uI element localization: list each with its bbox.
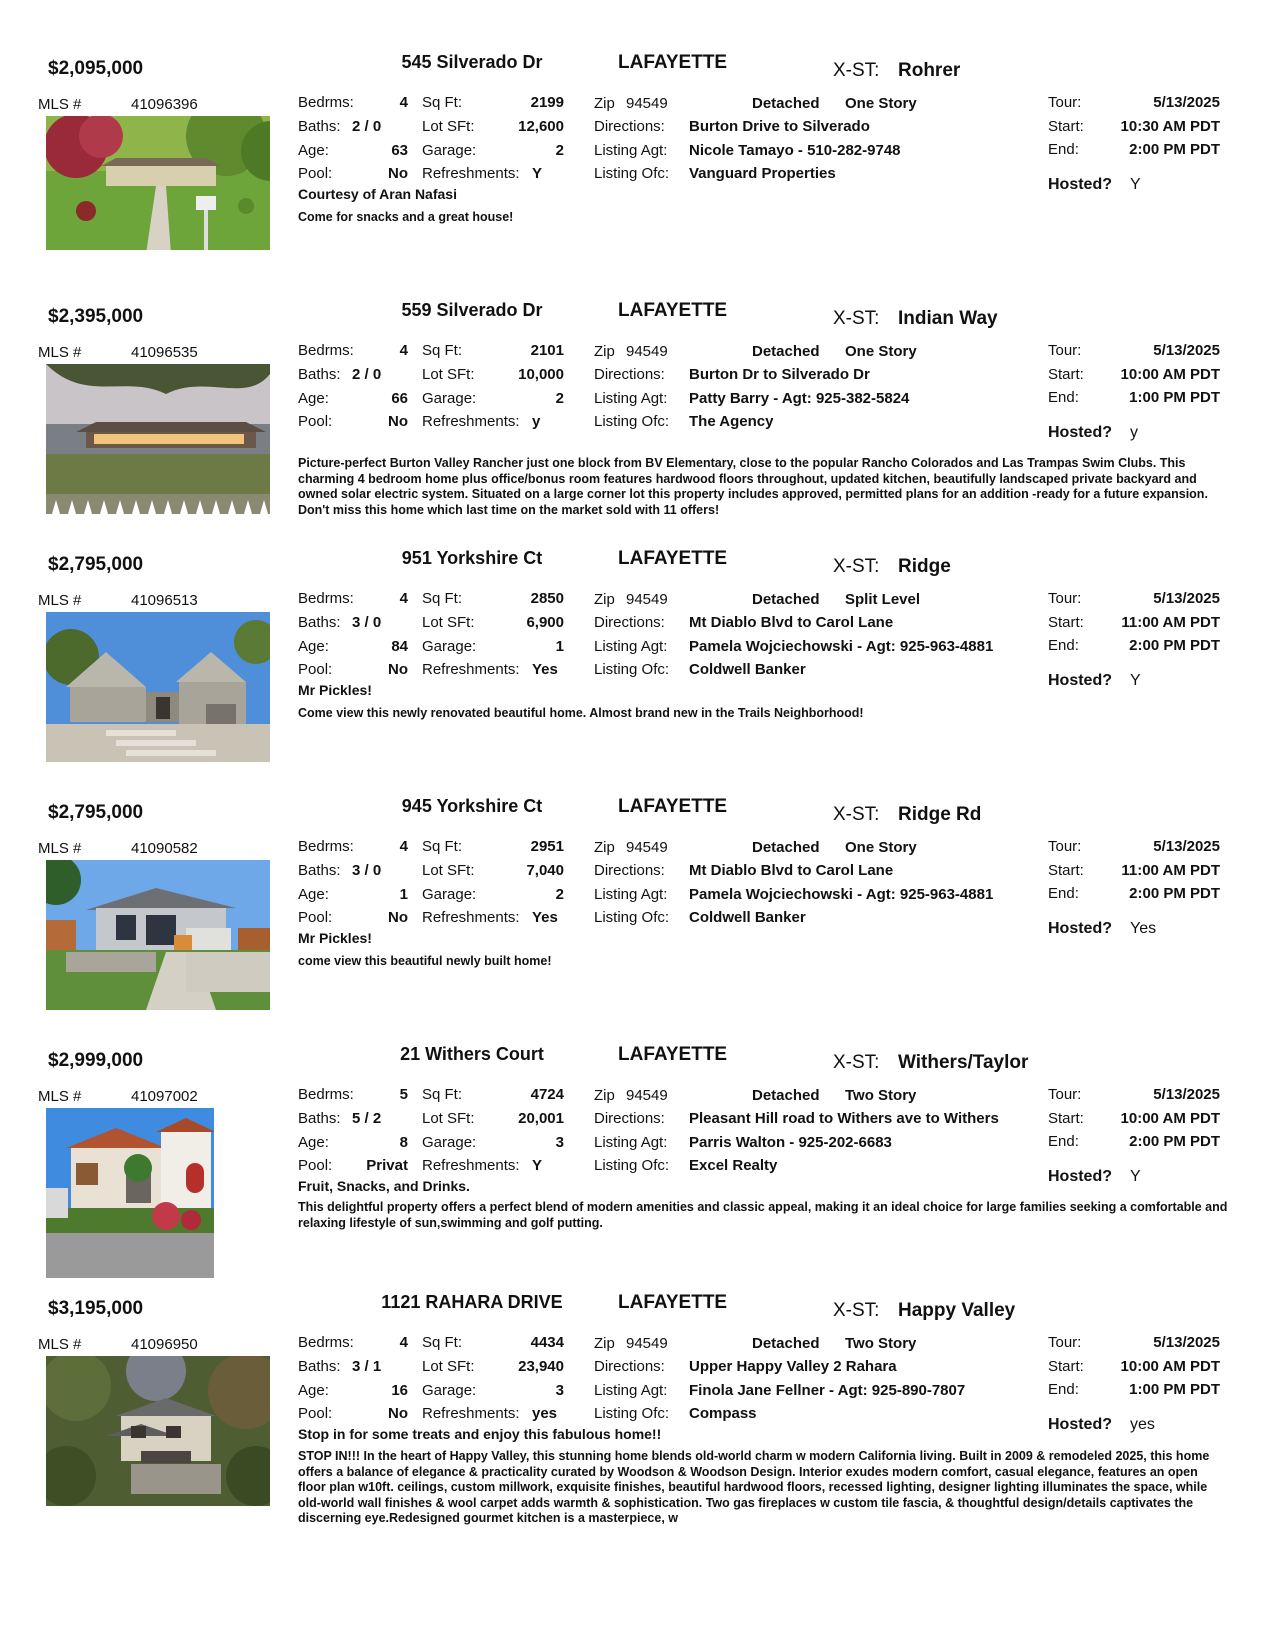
- sqft: 2101: [530, 342, 564, 359]
- baths-label: Baths:: [298, 862, 341, 879]
- office-label: Listing Ofc:: [594, 661, 670, 678]
- listing-city: LAFAYETTE: [618, 548, 728, 569]
- pool-label: Pool:: [298, 1157, 333, 1174]
- age: 84: [391, 638, 408, 655]
- refreshments-label: Refreshments:: [422, 413, 520, 430]
- hosted: yes: [1130, 1416, 1155, 1433]
- listing-photo: [46, 1108, 214, 1278]
- lot-label: Lot SFt:: [422, 118, 475, 135]
- hosted: y: [1130, 424, 1138, 441]
- directions: Burton Drive to Silverado: [689, 118, 870, 135]
- sqft: 2850: [530, 590, 564, 607]
- tour-date: 5/13/2025: [1153, 590, 1220, 607]
- remark-short: Mr Pickles!: [298, 682, 372, 698]
- bedrooms-label: Bedrms:: [298, 94, 354, 111]
- bedrooms: 4: [399, 94, 408, 111]
- age-label: Age:: [298, 886, 329, 903]
- refreshments: Yes: [532, 661, 558, 678]
- zip: 94549: [626, 343, 668, 360]
- age: 16: [391, 1382, 408, 1399]
- cross-street: Ridge: [898, 556, 951, 577]
- baths-label: Baths:: [298, 118, 341, 135]
- hosted-label: Hosted?: [1048, 672, 1112, 689]
- refreshments-label: Refreshments:: [422, 909, 520, 926]
- cross-street-label: X-ST:: [833, 556, 880, 577]
- refreshments: Y: [532, 165, 543, 182]
- remarks: come view this beautiful newly built home!: [298, 954, 552, 968]
- end-label: End:: [1048, 637, 1079, 654]
- listing-address: 21 Withers Court: [400, 1044, 544, 1064]
- lot-label: Lot SFt:: [422, 1358, 475, 1375]
- pool-label: Pool:: [298, 909, 333, 926]
- hosted-label: Hosted?: [1048, 424, 1112, 441]
- baths: 2 / 0: [352, 366, 382, 383]
- remark-short: Courtesy of Aran Nafasi: [298, 186, 457, 202]
- cross-street: Indian Way: [898, 308, 998, 329]
- age-label: Age:: [298, 638, 329, 655]
- start-label: Start:: [1048, 366, 1084, 383]
- property-type: Detached: [752, 95, 820, 112]
- directions: Mt Diablo Blvd to Carol Lane: [689, 614, 894, 631]
- hosted: Y: [1130, 1168, 1141, 1185]
- listing-city: LAFAYETTE: [618, 1292, 728, 1313]
- garage-label: Garage:: [422, 390, 477, 407]
- garage-label: Garage:: [422, 1382, 477, 1399]
- age: 8: [399, 1134, 408, 1151]
- tour-label: Tour:: [1048, 590, 1082, 607]
- garage: 2: [555, 390, 564, 407]
- hosted-label: Hosted?: [1048, 1416, 1112, 1433]
- listing-address: 545 Silverado Dr: [401, 52, 543, 72]
- bedrooms-label: Bedrms:: [298, 1334, 354, 1351]
- baths: 3 / 0: [352, 862, 382, 879]
- sqft: 2951: [530, 838, 564, 855]
- cross-street-label: X-ST:: [833, 60, 880, 81]
- hosted: Y: [1130, 176, 1141, 193]
- refreshments-label: Refreshments:: [422, 1405, 520, 1422]
- listing-office: Compass: [689, 1405, 757, 1422]
- listing-office: Coldwell Banker: [689, 909, 806, 926]
- start-time: 10:30 AM PDT: [1120, 118, 1220, 135]
- zip: 94549: [626, 1335, 668, 1352]
- listing-photo: [46, 860, 270, 1010]
- tour-date: 5/13/2025: [1153, 94, 1220, 111]
- end-time: 1:00 PM PDT: [1129, 1381, 1220, 1398]
- age: 63: [391, 142, 408, 159]
- lot-size: 6,900: [526, 614, 564, 631]
- sqft-label: Sq Ft:: [422, 838, 463, 855]
- cross-street-label: X-ST:: [833, 804, 880, 825]
- zip-label: Zip: [594, 343, 615, 360]
- listing-card: [0, 44, 1275, 292]
- end-label: End:: [1048, 885, 1079, 902]
- listing-city: LAFAYETTE: [618, 300, 728, 321]
- mls-label: MLS #: [38, 1088, 82, 1105]
- baths: 5 / 2: [352, 1110, 382, 1127]
- garage-label: Garage:: [422, 886, 477, 903]
- tour-label: Tour:: [1048, 838, 1082, 855]
- directions: Upper Happy Valley 2 Rahara: [689, 1358, 897, 1375]
- directions-label: Directions:: [594, 118, 665, 135]
- hosted: Y: [1130, 672, 1141, 689]
- baths-label: Baths:: [298, 1358, 341, 1375]
- listing-city: LAFAYETTE: [618, 52, 728, 73]
- pool: No: [388, 165, 408, 182]
- start-label: Start:: [1048, 614, 1084, 631]
- pool-label: Pool:: [298, 165, 333, 182]
- sqft-label: Sq Ft:: [422, 342, 463, 359]
- garage: 3: [555, 1134, 564, 1151]
- refreshments: yes: [532, 1405, 558, 1422]
- refreshments: Y: [532, 1157, 543, 1174]
- property-style: Two Story: [845, 1335, 917, 1352]
- mls-number: 41096535: [131, 344, 198, 361]
- property-style: One Story: [845, 839, 917, 856]
- cross-street: Ridge Rd: [898, 804, 982, 825]
- pool: No: [388, 909, 408, 926]
- lot-size: 10,000: [518, 366, 564, 383]
- end-label: End:: [1048, 141, 1079, 158]
- listing-price: $2,095,000: [48, 58, 144, 79]
- lot-label: Lot SFt:: [422, 1110, 475, 1127]
- bedrooms: 4: [399, 342, 408, 359]
- garage-label: Garage:: [422, 1134, 477, 1151]
- baths: 3 / 1: [352, 1358, 382, 1375]
- baths: 2 / 0: [352, 118, 382, 135]
- age-label: Age:: [298, 142, 329, 159]
- start-label: Start:: [1048, 118, 1084, 135]
- directions: Burton Dr to Silverado Dr: [689, 366, 870, 383]
- age: 66: [391, 390, 408, 407]
- remarks: Picture-perfect Burton Valley Rancher just one block from BV Elementary, close to the popular Rancho Colorados and Las Trampas Swim Clubs. This charming 4 bedroom home plus office/bonus room features hardwood floors throughout, updated kitchen, beautifully landscaped private backyard and owned solar electric system. Situated on a large corner lot this property includes approved, permitted plans for an addition -ready for a future expansion. Don't miss this home which last time on the market sold with 11 offers!: [298, 456, 1208, 517]
- listing-photo: [46, 364, 270, 514]
- mls-label: MLS #: [38, 344, 82, 361]
- listing-card: [0, 1036, 1275, 1284]
- listing-photo: [46, 612, 270, 762]
- zip-label: Zip: [594, 1335, 615, 1352]
- cross-street: Happy Valley: [898, 1300, 1016, 1321]
- agent-label: Listing Agt:: [594, 1134, 668, 1151]
- remarks: This delightful property offers a perfect blend of modern amenities and classic appeal, making it an ideal choice for large families seeking a comfortable and relaxing lifestyle of sun,swimming and golf putting.: [298, 1200, 1228, 1230]
- property-type: Detached: [752, 343, 820, 360]
- cross-street-label: X-ST:: [833, 1300, 880, 1321]
- sqft: 2199: [530, 94, 564, 111]
- listing-photo: [46, 1356, 270, 1506]
- age-label: Age:: [298, 1134, 329, 1151]
- listing-price: $2,999,000: [48, 1050, 144, 1071]
- mls-number: 41096513: [131, 592, 198, 609]
- age-label: Age:: [298, 390, 329, 407]
- sqft-label: Sq Ft:: [422, 1334, 463, 1351]
- property-style: Two Story: [845, 1087, 917, 1104]
- zip-label: Zip: [594, 839, 615, 856]
- listing-card: [0, 292, 1275, 540]
- listing-agent: Patty Barry - Agt: 925-382-5824: [689, 390, 910, 407]
- start-label: Start:: [1048, 862, 1084, 879]
- end-time: 2:00 PM PDT: [1129, 1133, 1220, 1150]
- garage-label: Garage:: [422, 142, 477, 159]
- tour-label: Tour:: [1048, 94, 1082, 111]
- tour-label: Tour:: [1048, 1086, 1082, 1103]
- start-label: Start:: [1048, 1110, 1084, 1127]
- property-style: One Story: [845, 343, 917, 360]
- mls-label: MLS #: [38, 592, 82, 609]
- sqft-label: Sq Ft:: [422, 94, 463, 111]
- end-time: 1:00 PM PDT: [1129, 389, 1220, 406]
- end-time: 2:00 PM PDT: [1129, 885, 1220, 902]
- cross-street-label: X-ST:: [833, 308, 880, 329]
- lot-label: Lot SFt:: [422, 862, 475, 879]
- listing-photo: [46, 116, 270, 250]
- zip: 94549: [626, 591, 668, 608]
- baths-label: Baths:: [298, 1110, 341, 1127]
- garage: 1: [555, 638, 564, 655]
- office-label: Listing Ofc:: [594, 165, 670, 182]
- office-label: Listing Ofc:: [594, 909, 670, 926]
- zip-label: Zip: [594, 591, 615, 608]
- mls-label: MLS #: [38, 840, 82, 857]
- tour-label: Tour:: [1048, 342, 1082, 359]
- agent-label: Listing Agt:: [594, 886, 668, 903]
- refreshments: Yes: [532, 909, 558, 926]
- mls-number: 41097002: [131, 1088, 198, 1105]
- office-label: Listing Ofc:: [594, 413, 670, 430]
- tour-date: 5/13/2025: [1153, 838, 1220, 855]
- office-label: Listing Ofc:: [594, 1157, 670, 1174]
- office-label: Listing Ofc:: [594, 1405, 670, 1422]
- garage: 2: [555, 142, 564, 159]
- listing-agent: Pamela Wojciechowski - Agt: 925-963-4881: [689, 886, 994, 903]
- directions-label: Directions:: [594, 862, 665, 879]
- sqft: 4724: [530, 1086, 564, 1103]
- property-type: Detached: [752, 839, 820, 856]
- sqft-label: Sq Ft:: [422, 1086, 463, 1103]
- lot-size: 7,040: [526, 862, 564, 879]
- pool-label: Pool:: [298, 661, 333, 678]
- listing-agent: Finola Jane Fellner - Agt: 925-890-7807: [689, 1382, 966, 1399]
- property-type: Detached: [752, 591, 820, 608]
- remarks: STOP IN!!! In the heart of Happy Valley, this stunning home blends old-world charm w modern California living. Built in 2009 & remodeled 2025, this home offers a balance of elegance & practicality curated by Woodson & Woodson Design. Interior exudes modern comfort, casual elegance, features an open floor plan w10ft. ceilings, custom millwork, exquisite finishes, beautiful hardwood floors, recessed lighting, designer lighting illuminates the space, while old-world wall finishes & wool carpet adds warmth & sophistication. Two gas fireplaces w custom tile fascia, & thoughtful design/details captivates the discerning eye.Redesigned gourmet kitchen is a masterpiece, w: [298, 1449, 1210, 1525]
- listing-price: $3,195,000: [48, 1298, 144, 1319]
- start-time: 10:00 AM PDT: [1120, 1110, 1220, 1127]
- age-label: Age:: [298, 1382, 329, 1399]
- listing-agent: Parris Walton - 925-202-6683: [689, 1134, 892, 1151]
- tour-date: 5/13/2025: [1153, 342, 1220, 359]
- end-time: 2:00 PM PDT: [1129, 637, 1220, 654]
- listing-address: 945 Yorkshire Ct: [401, 796, 543, 816]
- listing-city: LAFAYETTE: [618, 1044, 728, 1065]
- lot-size: 23,940: [518, 1358, 564, 1375]
- zip: 94549: [626, 95, 668, 112]
- refreshments-label: Refreshments:: [422, 661, 520, 678]
- property-type: Detached: [752, 1087, 820, 1104]
- mls-label: MLS #: [38, 1336, 82, 1353]
- garage-label: Garage:: [422, 638, 477, 655]
- agent-label: Listing Agt:: [594, 390, 668, 407]
- sqft-label: Sq Ft:: [422, 590, 463, 607]
- listing-office: Vanguard Properties: [689, 165, 836, 182]
- agent-label: Listing Agt:: [594, 638, 668, 655]
- listing-agent: Nicole Tamayo - 510-282-9748: [689, 142, 901, 159]
- hosted-label: Hosted?: [1048, 176, 1112, 193]
- bedrooms: 4: [399, 1334, 408, 1351]
- listing-address: 559 Silverado Dr: [401, 300, 543, 320]
- pool: No: [388, 661, 408, 678]
- mls-label: MLS #: [38, 96, 82, 113]
- garage: 3: [555, 1382, 564, 1399]
- bedrooms-label: Bedrms:: [298, 342, 354, 359]
- mls-number: 41096396: [131, 96, 198, 113]
- listing-card: [0, 540, 1275, 788]
- bedrooms-label: Bedrms:: [298, 1086, 354, 1103]
- listing-office: Coldwell Banker: [689, 661, 806, 678]
- listing-price: $2,795,000: [48, 802, 144, 823]
- zip-label: Zip: [594, 95, 615, 112]
- refreshments: y: [532, 413, 541, 430]
- cross-street-label: X-ST:: [833, 1052, 880, 1073]
- garage: 2: [555, 886, 564, 903]
- tour-label: Tour:: [1048, 1334, 1082, 1351]
- pool: Privat: [366, 1157, 408, 1174]
- remarks: Come for snacks and a great house!: [298, 210, 514, 224]
- start-time: 11:00 AM PDT: [1121, 862, 1220, 879]
- pool-label: Pool:: [298, 1405, 333, 1422]
- agent-label: Listing Agt:: [594, 1382, 668, 1399]
- tour-date: 5/13/2025: [1153, 1334, 1220, 1351]
- mls-number: 41090582: [131, 840, 198, 857]
- listing-address: 1121 RAHARA DRIVE: [381, 1292, 563, 1312]
- agent-label: Listing Agt:: [594, 142, 668, 159]
- sqft: 4434: [530, 1334, 564, 1351]
- pool: No: [388, 413, 408, 430]
- property-style: One Story: [845, 95, 917, 112]
- start-time: 10:00 AM PDT: [1120, 366, 1220, 383]
- cross-street: Withers/Taylor: [898, 1052, 1029, 1073]
- listing-agent: Pamela Wojciechowski - Agt: 925-963-4881: [689, 638, 994, 655]
- directions-label: Directions:: [594, 366, 665, 383]
- lot-size: 12,600: [518, 118, 564, 135]
- property-style: Split Level: [845, 591, 921, 608]
- listing-card: [0, 788, 1275, 1036]
- directions-label: Directions:: [594, 1358, 665, 1375]
- zip: 94549: [626, 839, 668, 856]
- start-time: 10:00 AM PDT: [1120, 1358, 1220, 1375]
- mls-number: 41096950: [131, 1336, 198, 1353]
- end-label: End:: [1048, 1381, 1079, 1398]
- age: 1: [399, 886, 408, 903]
- baths: 3 / 0: [352, 614, 382, 631]
- end-label: End:: [1048, 389, 1079, 406]
- listing-address: 951 Yorkshire Ct: [401, 548, 543, 568]
- listing-price: $2,395,000: [48, 306, 144, 327]
- directions-label: Directions:: [594, 614, 665, 631]
- bedrooms: 4: [399, 590, 408, 607]
- cross-street: Rohrer: [898, 60, 961, 81]
- hosted-label: Hosted?: [1048, 920, 1112, 937]
- remark-short: Mr Pickles!: [298, 930, 372, 946]
- directions-label: Directions:: [594, 1110, 665, 1127]
- lot-label: Lot SFt:: [422, 614, 475, 631]
- lot-label: Lot SFt:: [422, 366, 475, 383]
- bedrooms-label: Bedrms:: [298, 838, 354, 855]
- tour-date: 5/13/2025: [1153, 1086, 1220, 1103]
- lot-size: 20,001: [518, 1110, 564, 1127]
- property-type: Detached: [752, 1335, 820, 1352]
- listing-office: The Agency: [689, 413, 774, 430]
- bedrooms-label: Bedrms:: [298, 590, 354, 607]
- baths-label: Baths:: [298, 366, 341, 383]
- listing-price: $2,795,000: [48, 554, 144, 575]
- hosted-label: Hosted?: [1048, 1168, 1112, 1185]
- start-time: 11:00 AM PDT: [1121, 614, 1220, 631]
- remark-short: Stop in for some treats and enjoy this fabulous home!!: [298, 1426, 662, 1442]
- pool: No: [388, 1405, 408, 1422]
- listing-office: Excel Realty: [689, 1157, 778, 1174]
- bedrooms: 4: [399, 838, 408, 855]
- hosted: Yes: [1130, 920, 1157, 937]
- refreshments-label: Refreshments:: [422, 1157, 520, 1174]
- end-label: End:: [1048, 1133, 1079, 1150]
- zip: 94549: [626, 1087, 668, 1104]
- bedrooms: 5: [399, 1086, 408, 1103]
- zip-label: Zip: [594, 1087, 615, 1104]
- pool-label: Pool:: [298, 413, 333, 430]
- start-label: Start:: [1048, 1358, 1084, 1375]
- remarks: Come view this newly renovated beautiful home. Almost brand new in the Trails Neighborhood!: [298, 706, 864, 720]
- refreshments-label: Refreshments:: [422, 165, 520, 182]
- listing-city: LAFAYETTE: [618, 796, 728, 817]
- baths-label: Baths:: [298, 614, 341, 631]
- end-time: 2:00 PM PDT: [1129, 141, 1220, 158]
- directions: Pleasant Hill road to Withers ave to Withers: [689, 1110, 999, 1127]
- remark-short: Fruit, Snacks, and Drinks.: [298, 1178, 470, 1194]
- listing-card: [0, 1284, 1275, 1532]
- directions: Mt Diablo Blvd to Carol Lane: [689, 862, 894, 879]
